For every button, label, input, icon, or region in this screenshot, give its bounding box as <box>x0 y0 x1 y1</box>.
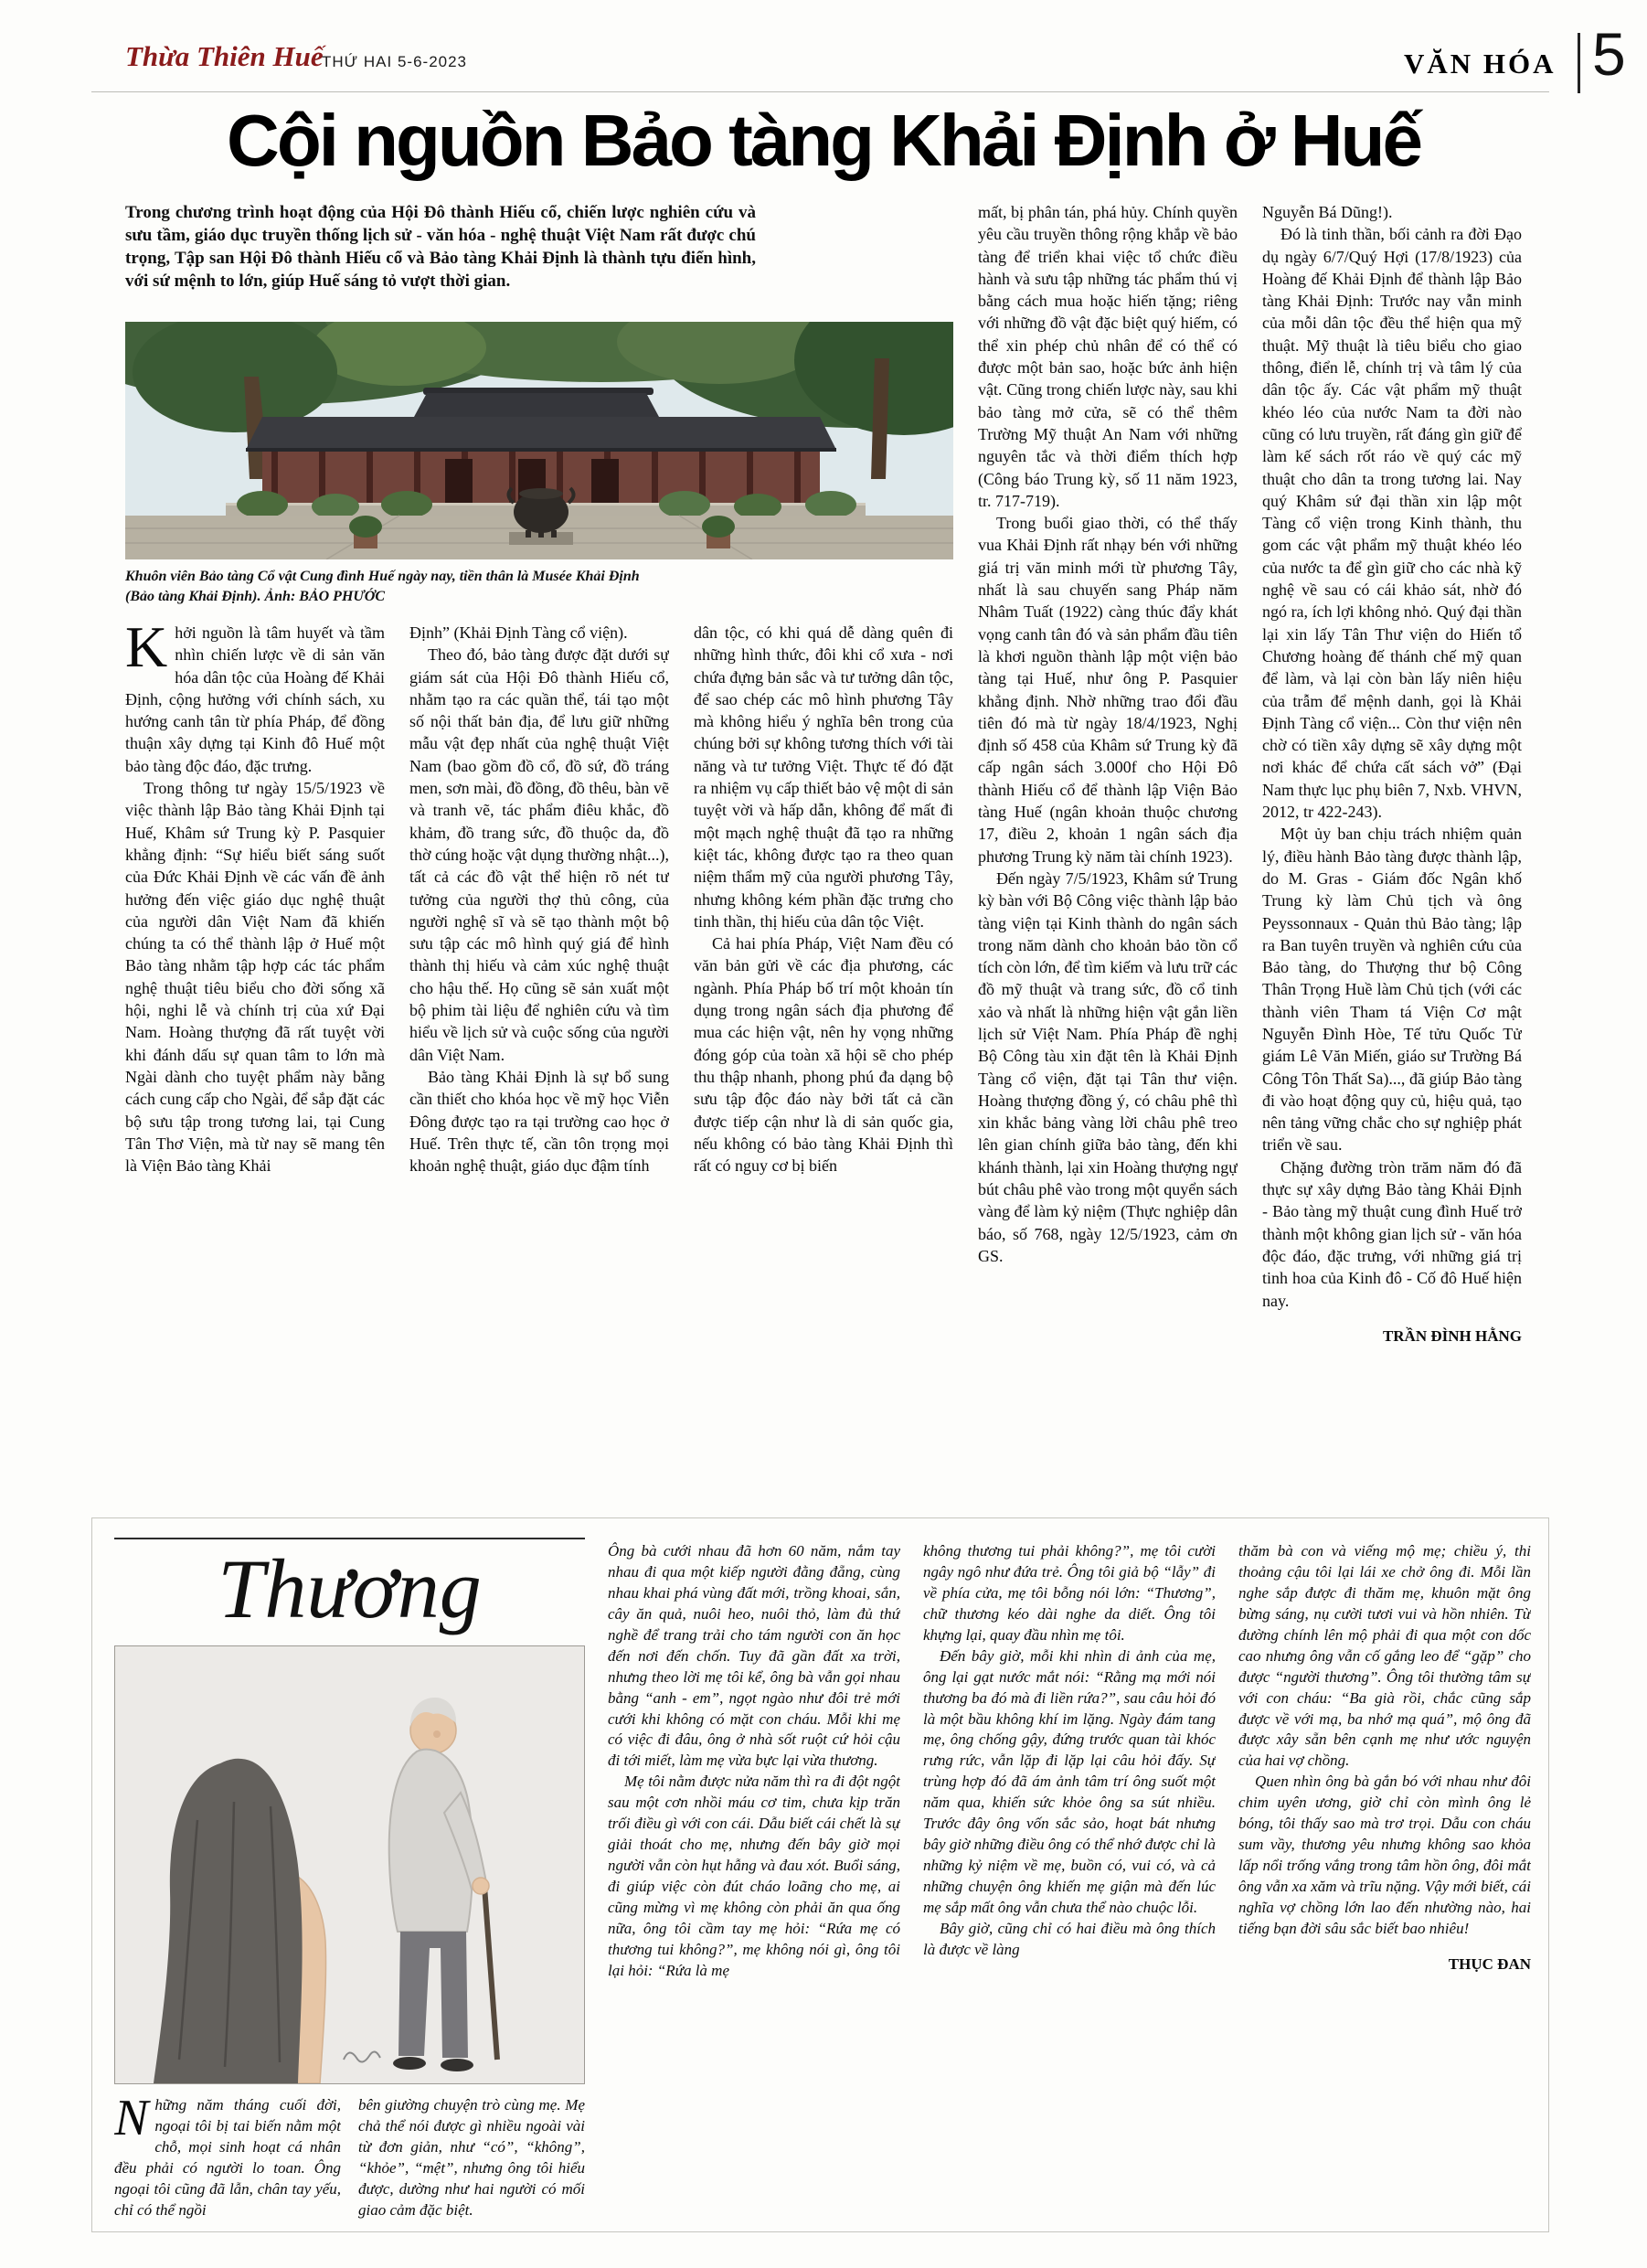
article2-column-a <box>114 2095 341 2225</box>
article1-headline: Cội nguồn Bảo tàng Khải Định ở Huế <box>227 100 1420 181</box>
paragraph: mất, bị phân tán, phá hủy. Chính quyền yêu cầu truyền thông rộng khắp về bảo tàng để triển khai việc tổ chức điều hành và sưu tập những tác phẩm thú vị bằng cách mua hoặc hiến tặng; riêng với những đồ vật đặc biệt quý hiếm, có thể xin phép chủ nhân để có thể có được một bản sao, hoặc bức ảnh hiện vật. Cũng trong chiến lược này, sau khi bảo tàng mở cửa, sẽ có thể thêm Trường Mỹ thuật An Nam với những nguyên tắc và thời điểm thích hợp (Công báo Trung kỳ, số 11 năm 1923, tr. 717-719). <box>978 203 1238 510</box>
article1-lede: Trong chương trình hoạt động của Hội Đô thành Hiếu cổ, chiến lược nghiên cứu và sưu tầm, giáo dục truyền thống lịch sử - văn hóa - nghệ thuật Việt Nam rất được chú trọng, Tập san Hội Đô thành Hiếu cổ và Bảo tàng Khải Định là thành tựu điển hình, với sứ mệnh to lớn, giúp Huế sáng tỏ vượt thời gian. <box>125 203 756 292</box>
paragraph: Ông bà cưới nhau đã hơn 60 năm, nắm tay nhau đi qua một kiếp người đằng đẵng, cùng nhau khai phá vùng đất mới, trồng khoai, sắn, cây ăn quả, nuôi heo, nuôi thỏ, làm đủ thứ nghề để trang trải cho tám người con ăn học đến nơi đến chốn. Tuy đã gần đất xa trời, nhưng theo lời mẹ tôi kể, ông bà vẫn gọi nhau bằng “anh - em”, ngọt ngào như đôi trẻ mới cưới khi không có mặt con cháu. Mỗi khi mẹ có việc đi đâu, ông ở nhà sốt ruột cứ hỏi cậu đi tới miết, làm mẹ vừa bực lại vừa thương. <box>608 1542 900 1770</box>
article1-column-4 <box>978 201 1238 1497</box>
article1-byline: TRẦN ĐÌNH HẰNG <box>1382 1326 1522 1345</box>
section-divider <box>1578 33 1580 93</box>
article1-column-3 <box>694 622 953 1497</box>
paragraph: Đến ngày 7/5/1923, Khâm sứ Trung kỳ bàn với Bộ Công việc thành lập bảo tàng viện tại Kinh thành do ngân sách trong năm dành cho khoản bảo tồn cổ tích còn lớn, để tìm kiếm và lưu trữ các đồ mỹ thuật và trang sức, đồ cổ tinh xảo và nhất là những hiện vật gắn liền lịch sử Việt Nam. Phía Pháp đề nghị Bộ Công tàu xin đặt tên là Khải Định Tàng cổ viện, đặt tại Tân thư viện. Hoàng thượng đồng ý, có châu phê thì xin khắc bảng vàng lời châu phê treo lên gian chính giữa bảo tàng, đến khi khánh thành, lại xin Hoàng thượng ngự bút châu phê vào trong một quyển sách vàng để làm kỷ niệm (Thực nghiệp dân báo, số 768, ngày 12/5/1923, cảm ơn GS. <box>978 868 1238 1265</box>
article2-column-d <box>923 1541 1216 2220</box>
paragraph: Theo đó, bảo tàng được đặt dưới sự giám sát của Hội Đô thành Hiếu cổ, nhằm tạo ra các quần thể, tái tạo một số nội thất bản địa, để lưu giữ những mẫu vật đẹp nhất của nghệ thuật Việt Nam (bao gồm đồ cổ, đồ sứ, đồ tráng men, sơn mài, đồ đồng, đồ thêu, bàn vẽ và tranh vẽ, tác phẩm điêu khắc, đồ khảm, đồ trang sức, đồ thuộc da, đồ thờ cúng hoặc vật dụng thường nhật...), tất cả các đồ vật thể hiện rõ nét tư tưởng của người thợ thủ công, của người nghệ sĩ và sẽ tạo thành một bộ sưu tập các mô hình quý giá để hình thành thị hiếu và cảm xúc nghệ thuật cho hậu thế. Họ cũng sẽ sản xuất một bộ phim tài liệu để nghiên cứu và tìm hiểu về lịch sử và cuộc sống của người dân Việt Nam. <box>409 645 669 1064</box>
section-title: VĂN HÓA <box>1404 48 1557 80</box>
drop-cap: N <box>114 2095 149 2146</box>
article1-column-2 <box>409 622 669 1497</box>
paragraph: Cả hai phía Pháp, Việt Nam đều có văn bản gửi về các địa phương, các ngành. Phía Pháp bố trí một khoản tín dụng trong ngân sách địa phương để mua các hiện vật, nên hy vọng những đóng góp của toàn xã hội sẽ cho phép thu thập nhanh, phong phú đa dạng bộ sưu tập độc đáo này bởi tất cả cần được tiếp cận như là di sản quốc gia, nếu không có bảo tàng Khải Định thì rất có nguy cơ bị biến <box>694 934 953 1176</box>
masthead: Thừa Thiên Huế <box>125 40 324 72</box>
museum-photo <box>125 322 953 559</box>
story-illustration <box>114 1645 585 2084</box>
paragraph: Mẹ tôi nằm được nửa năm thì ra đi đột ngột sau một cơn nhồi máu cơ tim, chưa kịp trăn trối điều gì với con cái. Dẫu biết cái chết là sự giải thoát cho mẹ, nhưng đến bây giờ mọi người vẫn còn hụt hẫng và đau xót. Buổi sáng, đi giúp việc còn đút cháo loãng cho mẹ, ai cũng mừng vì mẹ không còn phải ăn qua ống nữa, ông tôi cầm tay mẹ hỏi: “Rứa mẹ có thương tui không?”, mẹ không nói gì, ông tôi lại hỏi: “Rứa là mẹ <box>608 1773 900 1979</box>
article2-byline: THỤC ĐAN <box>1448 1954 1531 1973</box>
paragraph: Quen nhìn ông bà gắn bó với nhau như đôi chim uyên ương, giờ chỉ còn mình ông lẻ bóng, tôi thấy sao mà trơ trọi. Dẫu con cháu sum vầy, thương yêu nhưng không sao khỏa lấp nổi trống vắng trong tâm hồn ông, đôi mắt ông vẫn xa xăm và trĩu nặng. Vậy mới biết, cái nghĩa vợ chồng lớn lao đến nhường nào, hai tiếng bạn đời sâu sắc biết bao nhiêu! <box>1238 1773 1531 1937</box>
paragraph: Chặng đường tròn trăm năm đó đã thực sự xây dựng Bảo tàng Khải Định - Bảo tàng mỹ thuật cung đình Huế trở thành một không gian lịch sử - văn hóa độc đáo, đặc trưng, với những giá trị tinh hoa của Kinh đô - Cố đô Huế hiện nay. <box>1262 1157 1522 1310</box>
paragraph: Nguyễn Bá Dũng!). <box>1262 203 1393 221</box>
article2-column-b <box>358 2095 585 2225</box>
paragraph: Bây giờ, cũng chỉ có hai điều mà ông thích là được về làng <box>923 1919 1216 1958</box>
photo-caption-line2: (Bảo tàng Khải Định). Ảnh: BẢO PHƯỚC <box>125 588 386 604</box>
paragraph: Trong thông tư ngày 15/5/1923 về việc thành lập Bảo tàng Khải Định tại Huế, Khâm sứ Trung kỳ P. Pasquier khẳng định: “Sự hiểu biết sáng suốt của Đức Khải Định về các vấn đề ảnh hưởng đến việc giáo dục nghệ thuật của người dân Việt Nam đã khiến chúng ta có thể thành lập ở Huế một Bảo tàng nhằm tập hợp các tác phẩm nghệ thuật tiêu biểu cho đời sống xã hội, nghi lễ và chính trị của xứ Đại Nam. Hoàng thượng đã rất tuyệt vời khi đánh dấu sự quan tâm to lớn mà Ngài dành cho tuyệt phẩm này bằng cách cung cấp cho Ngài, để sắp đặt các bộ sưu tập trong tương lai, tại Cung Tân Thơ Viện, mà từ nay sẽ mang tên là Viện Bảo tàng Khải <box>125 779 385 1176</box>
article2-column-e <box>1238 1541 1531 2220</box>
story-illustration-art <box>115 1646 584 2083</box>
paragraph: không thương tui phải không?”, mẹ tôi cười ngây ngô như đứa trẻ. Ông tôi giả bộ “lẫy” đi về phía cửa, mẹ tôi bỗng nói lớn: “Thương”, chữ thương kéo dài nghe da diết. Ông tôi khựng lại, quay đầu nhìn mẹ tôi. <box>923 1542 1216 1644</box>
story-title-rule <box>114 1538 585 1539</box>
photo-caption <box>125 567 953 606</box>
article2-column-c <box>608 1541 900 2220</box>
article1-column-1 <box>125 622 385 1497</box>
paragraph: bên giường chuyện trò cùng mẹ. Mẹ chả thể nói được gì nhiều ngoài vài từ đơn giản, như “có”, “không”, “khỏe”, “mệt”, nhưng ông tôi hiểu được, dường như hai người có mối giao cảm đặc biệt. <box>358 2096 585 2219</box>
paragraph: Bảo tàng Khải Định là sự bổ sung cần thiết cho khóa học về mỹ học Viễn Đông được tạo ra tại trường cao học ở Huế. Trên thực tế, cần tôn trọng mọi khoản nghệ thuật, giáo dục đậm tính <box>409 1067 669 1176</box>
paragraph: Một ủy ban chịu trách nhiệm quản lý, điều hành Bảo tàng được thành lập, do M. Gras - Giám đốc Ngân khố Trung kỳ làm Chủ tịch và ông Peyssonnaux - Quản thủ Bảo tàng; lập ra Ban tuyên truyền và nghiên cứu của Bảo tàng, do Thượng thư bộ Công Thân Trọng Huề làm Chủ tịch (với các thành viên Tham tá Viện Cơ mật Nguyễn Đình Hòe, Tế tửu Quốc Tử giám Lê Văn Miến, giáo sư Trường Bá Công Tôn Thất Sa)..., đã giúp Bảo tàng đi vào hoạt động quy củ, hiệu quả, tạo nên tảng vững chắc cho sự nghiệp phát triển về sau. <box>1262 825 1522 1155</box>
story-title: Thương <box>218 1542 482 1635</box>
paragraph <box>114 2095 341 2221</box>
museum-photo-art <box>125 322 953 559</box>
paragraph: Đó là tinh thần, bối cảnh ra đời Đạo dụ ngày 6/7/Quý Hợi (17/8/1923) của Hoàng đế Khải Định để thành lập Bảo tàng Khải Định: Trước nay vẫn minh của mỗi dân tộc đều thể hiện qua mỹ thuật. Mỹ thuật là tiêu biểu cho giao thông, điển lễ, chính trị và tâm lý của dân tộc ấy. Các vật phẩm mỹ thuật khéo léo của nước Nam ta đời nào cũng có lưu truyền, rất đáng gìn giữ để làm kế sách rốt ráo về quý các mỹ thuật cho dân ta trong tương lai. Nay quý Khâm sứ đại thần xin lập một Tàng cổ viện trong Kinh thành, thu gom các vật phẩm mỹ thuật khéo léo của nước ta để gìn giữ cho các nhà kỹ nghệ về sau có cái khảo sát, nhờ đó ngó ra, ích lợi không nhỏ. Quý đại thần lại xin lấy Tân Thư viện do Hiến tổ Chương hoàng đế thánh chế mỹ quan để làm, và lại còn bàn lấy niên hiệu của trẫm để mệnh danh, gọi là Khải Định Tàng cổ viện... Còn thư viện nên chờ có tiền xây dựng sẽ xây dựng một nơi khác để chứa cất sách vở” (Đại Nam thực lục phụ biên 7, Nxb. VHVN, 2012, tr 422-243). <box>1262 225 1522 822</box>
paragraph: dân tộc, có khi quá dễ dàng quên đi những hình thức, đôi khi cổ xưa - nơi chứa đựng bản sắc và tư tưởng dân tộc, để sao chép các mô hình phương Tây mà không hiểu ý nghĩa bên trong của chúng bởi sự không tương thích với tài năng và tư tưởng Việt. Thực tế đó đặt ra nhiệm vụ cấp thiết bảo vệ một di sản tuyệt vời và hấp dẫn, không để mất đi một mạch nghệ thuật đã tạo ra những kiệt tác, không được tạo ra theo quan niệm thẩm mỹ của người phương Tây, nhưng không kém phần đặc trưng cho tinh thần, thị hiếu của dân tộc Việt. <box>694 623 953 931</box>
drop-cap: K <box>125 622 168 679</box>
paragraph: Đến bây giờ, mỗi khi nhìn di ảnh của mẹ, ông lại gạt nước mắt nói: “Rằng mạ mới nói thương ba đó mà đi liền rứa?”, sau câu hỏi đó là một bầu không khí im lặng. Ngày đám tang mẹ, ông chống gậy, đứng trước quan tài khóc rưng rức, vẫn lặp đi lặp lại câu hỏi đấy. Sự trùng hợp đó đã ám ảnh tâm trí ông suốt một năm qua, khiến sức khỏe ông sa sút nhiều. Trước đây ông vốn sắc sảo, hoạt bát nhưng bây giờ những điều ông có thể nhớ được chỉ là những kỷ niệm về mẹ, buồn có, vui có, và cả những chuyện ông khiến mẹ giận mà đến lúc mẹ sắp mất ông vẫn chưa thể nào chuộc lỗi. <box>923 1646 1216 1916</box>
paragraph <box>125 622 385 777</box>
paragraph: Định” (Khải Định Tàng cổ viện). <box>409 623 628 642</box>
paragraph: Trong buổi giao thời, có thể thấy vua Khải Định rất nhạy bén với những giá trị văn minh mới từ phương Tây, nhất là sau chuyến sang Pháp năm Nhâm Tuất (1922) càng thúc đẩy khát vọng canh tân đó và sản phẩm đầu tiên là khơi nguồn thành lập một viện bảo tàng tại Huế, như ông P. Pasquier khẳng định. Nhờ những trao đổi đầu tiên đó mà từ ngày 18/4/1923, Nghị định số 458 của Khâm sứ Trung kỳ đã cấp ngân sách 3.000f cho Hội Đô thành Hiếu cổ để thành lập Viện Bảo tàng Huế (ngân khoản thuộc chương 17, điều 2, khoản 1 ngân sách địa phương Trung kỳ năm tài chính 1923). <box>978 514 1238 866</box>
paragraph-text: hởi nguồn là tâm huyết và tầm nhìn chiến lược về di sản văn hóa dân tộc của Hoàng đế Khải Định, cộng hưởng với chính sách, xu hướng canh tân từ phía Pháp, để đồng thuận xây dựng tại Kinh đô Huế một bảo tàng độc đáo, đặc trưng. <box>125 623 385 775</box>
photo-caption-line1: Khuôn viên Bảo tàng Cổ vật Cung đình Huế ngày nay, tiền thân là Musée Khải Định <box>125 569 640 584</box>
paragraph: thăm bà con và viếng mộ mẹ; chiều ý, thi thoảng cậu tôi lại lái xe chở ông đi. Mỗi lần nghe sắp được đi thăm mẹ, khuôn mặt ông bừng sáng, nụ cười tươi vui và hồn nhiên. Từ đường chính lên mộ phải đi qua một con dốc cao nhưng ông vẫn cố gắng leo để “gặp” cho được “người thương”. Ông tôi thường tâm sự với con cháu: “Ba già rồi, chắc cũng sắp được về với mạ, ba nhớ mạ quá”, mộ ông đã được xây sẵn bên cạnh mẹ như ước nguyện của hai vợ chồng. <box>1238 1542 1531 1770</box>
article1-column-5 <box>1262 201 1522 1497</box>
header-rule <box>91 91 1549 92</box>
page-number: 5 <box>1592 20 1626 88</box>
dateline: THỨ HAI 5-6-2023 <box>322 53 468 70</box>
paragraph-text: hững năm tháng cuối đời, ngoại tôi bị tai biến nằm một chỗ, mọi sinh hoạt cá nhân đều phải có người lo toan. Ông ngoại tôi cũng đã lẫn, chân tay yếu, chỉ có thể ngồi <box>114 2096 341 2219</box>
